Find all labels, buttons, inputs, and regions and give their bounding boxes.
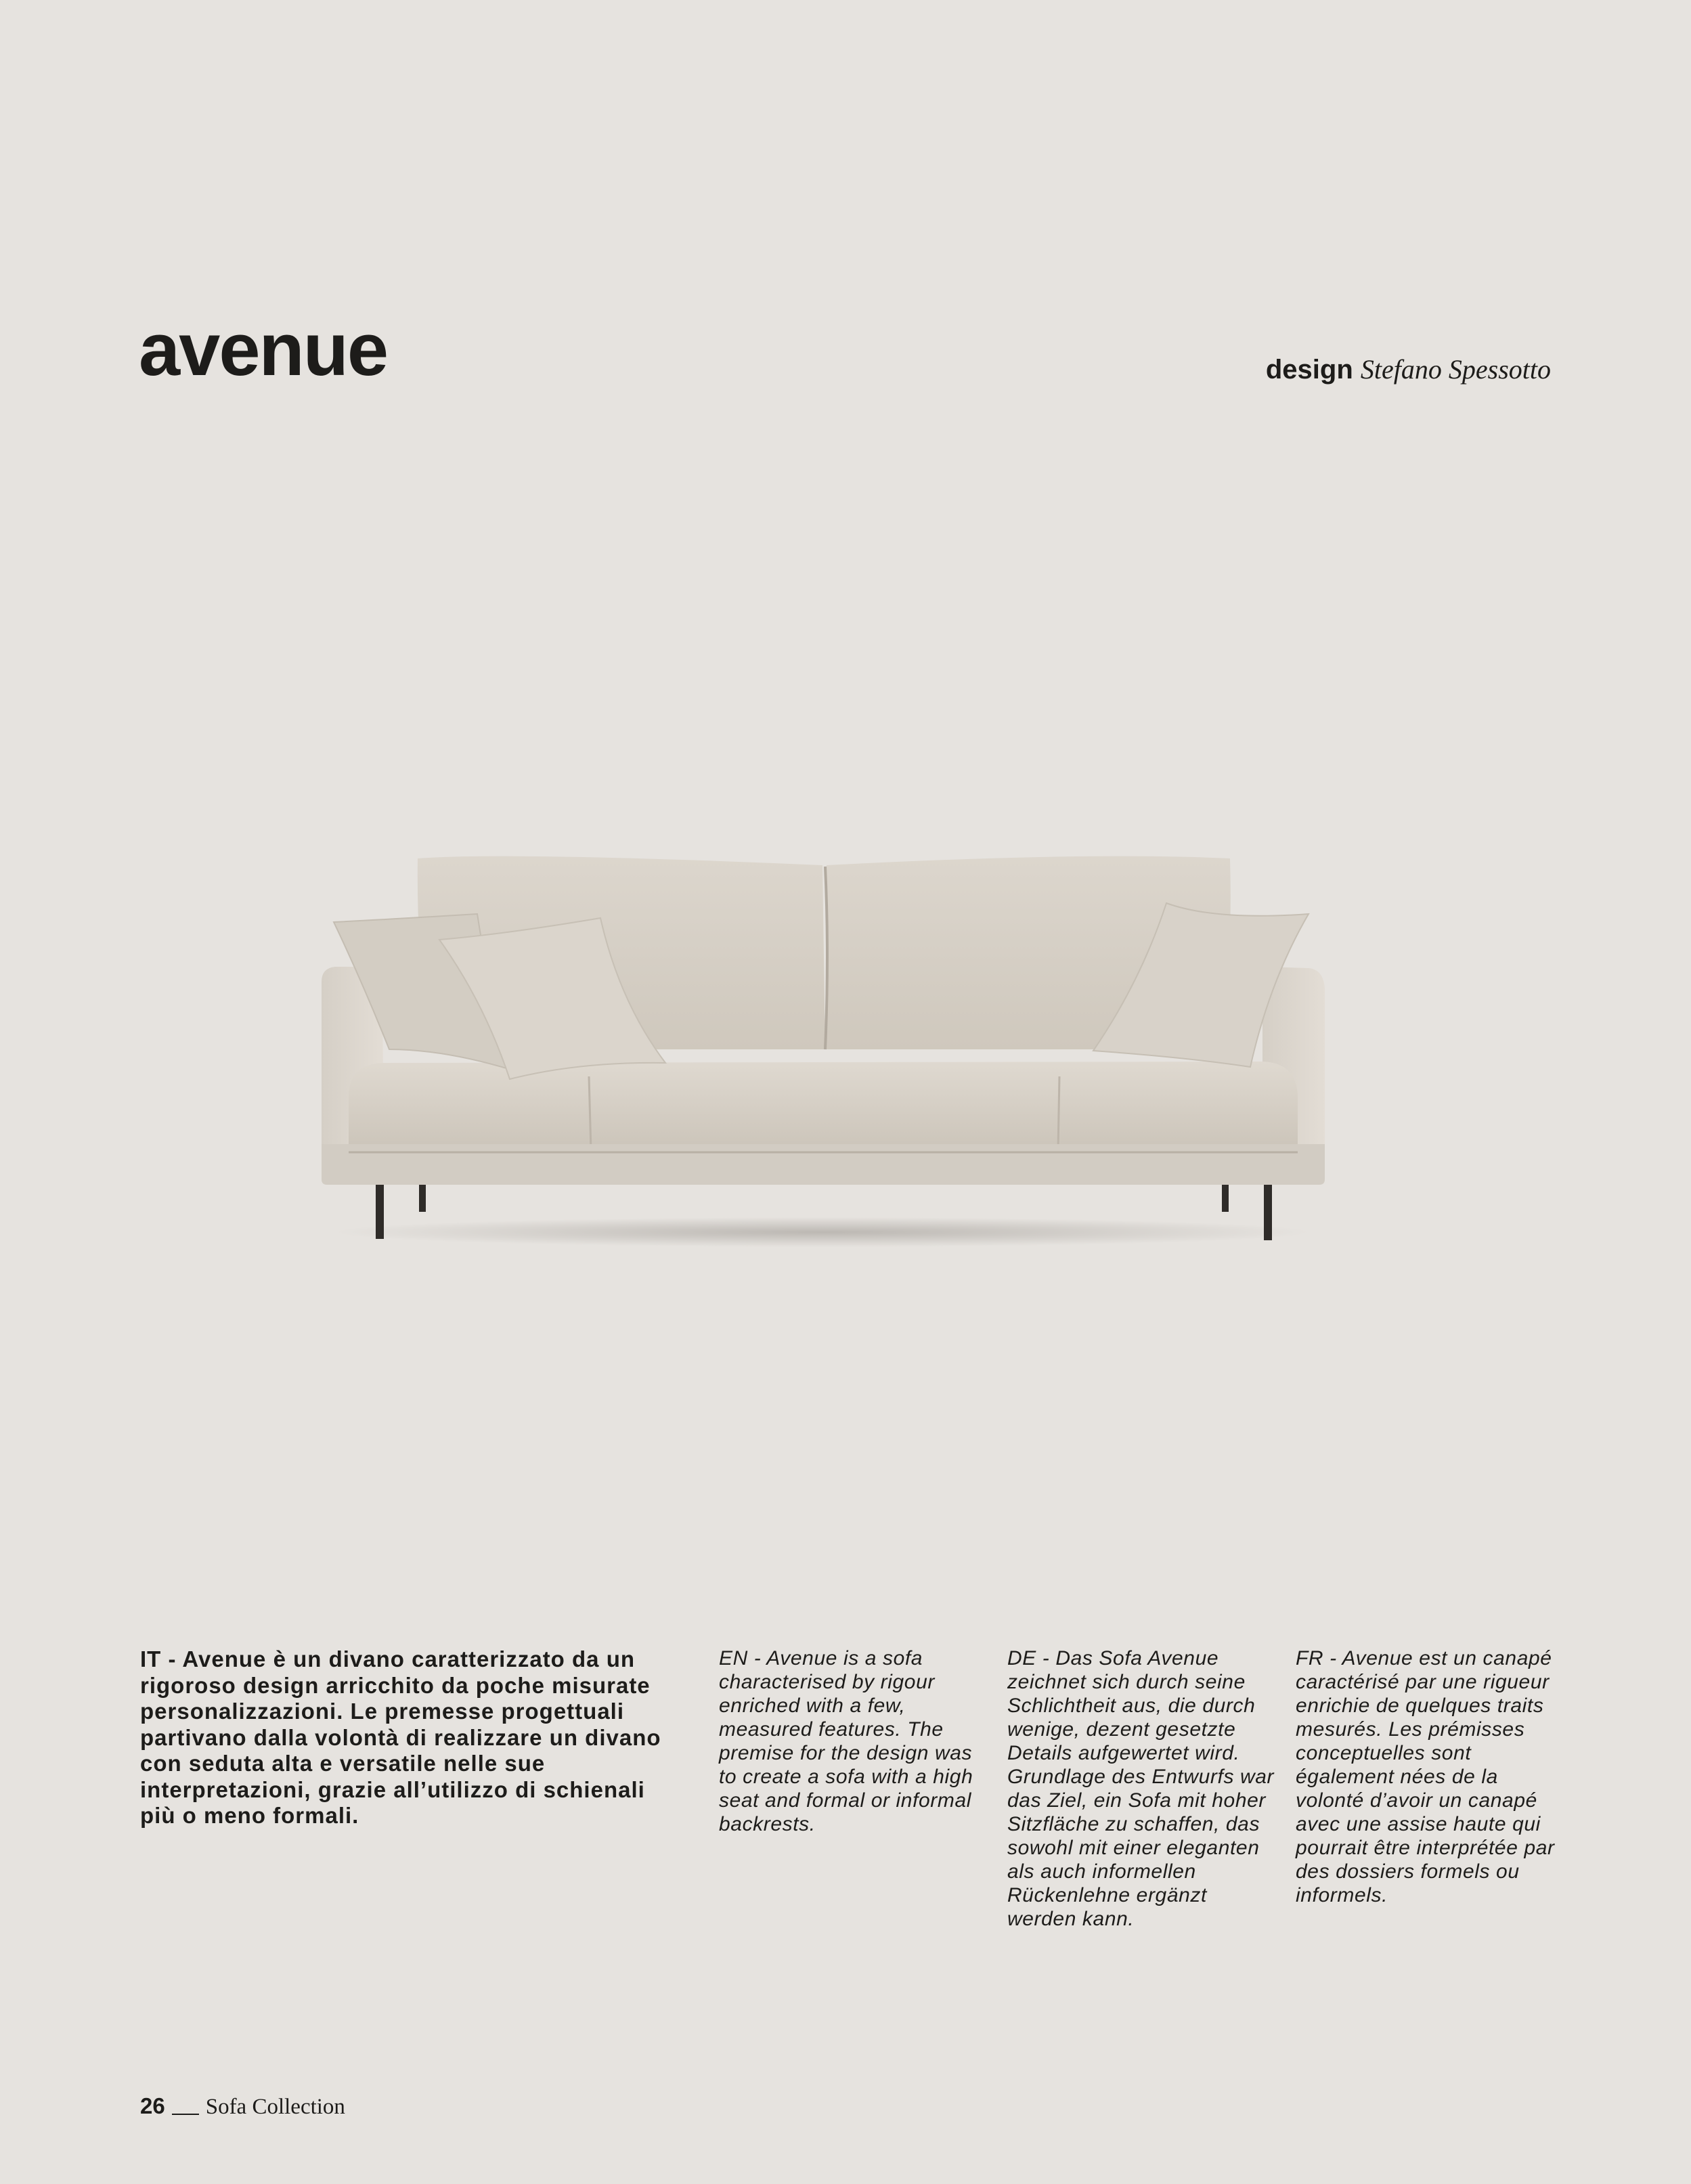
designer-label: design [1265,355,1353,385]
sofa-base [322,1144,1325,1185]
collection-name: Sofa Collection [205,2095,345,2119]
seat-seam-2 [1058,1076,1059,1151]
floor-shadow [335,1217,1310,1247]
sofa-leg [1264,1185,1272,1240]
designer-name: Stefano Spessotto [1360,354,1551,385]
sofa-icon [308,846,1337,1266]
page-title: avenue [139,308,388,391]
description-fr: FR - Avenue est un canapé caractérisé par une rigueur enrichie de quelques traits mesurés. Les prémisses conceptuelles sont également nées de la volonté d’avoir un canapé avec une assise haute qui pourrait être interprétée par des dossiers formels ou informels. [1296,1647,1555,1906]
designer-credit [1266,356,1551,383]
back-seam [825,867,827,1049]
sofa-leg [419,1185,426,1212]
page-footer [140,2095,345,2118]
description-it: IT - Avenue è un divano caratterizzato da un rigoroso design arricchito da poche misurate personalizzazioni. Le premesse progettuali partivano dalla volontà di realizzare un divano con seduta alta e versatile nelle sue interpretazioni, grazie all’utilizzo di schienali più o meno formali. [140,1646,661,1828]
seat-cushion [349,1062,1298,1152]
sofa-leg [1222,1185,1229,1212]
sofa-leg [376,1185,384,1239]
description-de: DE - Das Sofa Avenue zeichnet sich durch seine Schlichtheit aus, die durch wenige, dezent gesetzte Details aufgewertet wird. Grundlage des Entwurfs war das Ziel, ein Sofa mit hoher Sitzfläche zu schaffen, das sowohl mit einer eleganten als auch informellen Rückenlehne ergänzt werden kann. [1007,1647,1275,1930]
page-number: 26 [140,2093,165,2118]
footer-divider [172,2114,199,2115]
description-en: EN - Avenue is a sofa characterised by rigour enriched with a few, measured features. The premise for the design was to create a sofa with a high seat and formal or informal backrests. [719,1647,973,1835]
